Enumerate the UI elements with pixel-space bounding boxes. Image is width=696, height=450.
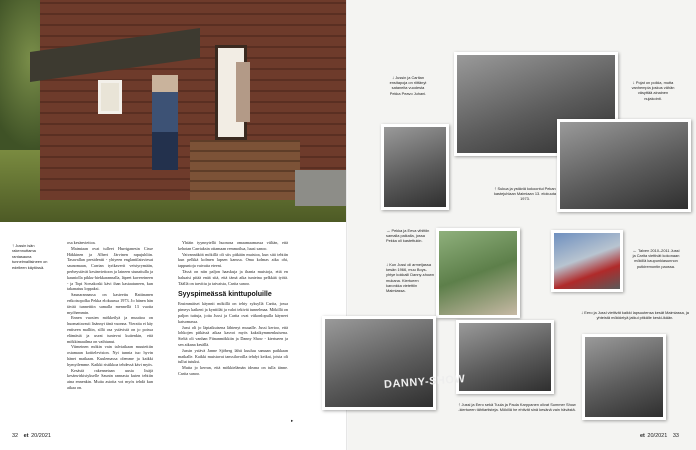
caption-text: Jussi ja Eero sekä Tuula ja Paula Karppanen olivat Summer Show -kiertueen tähtiartisteja. Mökillä he ehtivät sinä kesänä vain hävästä. bbox=[458, 402, 576, 413]
danny-show-text: DANNY-SHOW bbox=[383, 373, 466, 391]
col1-para: Viimeinen mökin vain talviaikaan muutettiin ostamaan kotitelevision. Nyt tunnia tuo hyvin hänet matkaan. Kuulemassa olemme ja kaikki hymyilemme. Kaikki ristikkoa tehdessä kävi myös. bbox=[67, 344, 153, 367]
caption-text: Talven 2010–2011 Jussi ja Carita viettivät kokonaan mökillä kaupunkiasunnon putkiremontin paossa. bbox=[632, 248, 680, 269]
photo-eero-jussi bbox=[582, 334, 666, 420]
page-number: 33 bbox=[672, 433, 679, 439]
col1-para: Ennen vuosien mökkeilyä ja muuttoa on huomattavasti lisännyt tänä vuonna. Vieraita ei käy entiseen malliin, sillä osa ystävistä on jo poissa elämästä ja useat tuntevat kuitenkin, että mökkimaailma on vaihtunut. bbox=[67, 315, 153, 344]
page-number: 32 bbox=[12, 433, 19, 439]
end-mark-icon: ▸ bbox=[291, 418, 294, 423]
photo-danny-show bbox=[322, 316, 436, 410]
issue-number: 20/2021 bbox=[31, 433, 51, 439]
col1-para: osa kesänviettoa. bbox=[67, 240, 96, 245]
arrow-left-icon: ← bbox=[632, 248, 638, 253]
col2b-para: Ensimmäiset käynnit mökillä on tehty syksyllä Carita, jossa pimeys kaikeni ja kynttilät ja valot tekivät tunnelmaa. Mökillä on paljon tuttuja, joita Jussi ja Carita ovat viikonlopulla käyneet katsomassa. bbox=[178, 301, 288, 324]
magazine-name: et bbox=[23, 433, 29, 439]
caption-pekka bbox=[386, 228, 432, 244]
magazine-name: et bbox=[640, 433, 645, 439]
caption-kiss bbox=[458, 402, 576, 412]
arrow-right-icon: → bbox=[386, 228, 391, 233]
photo-kiss bbox=[456, 320, 554, 394]
caption-text: Pojat on poikia, mutta vanhempia joskus vähän väsyttää ainainen nujakointi. bbox=[631, 80, 675, 101]
photo-wedding bbox=[381, 124, 449, 210]
text-column-1 bbox=[67, 240, 153, 391]
caption-boys bbox=[631, 80, 675, 101]
arrow-up-icon: ↑ bbox=[458, 402, 461, 407]
photo-pekka-eeva bbox=[436, 228, 520, 318]
col2-para: Vaivannäköä mökillä oli siis pitkään muistoa, kun sitä tehtiin kun pelkkä kolmen lapsen kanssa. Oma kolmas aika ohi, tappuntoja vaivatta eteeni. bbox=[178, 251, 288, 269]
caption-wedding bbox=[387, 75, 429, 96]
caption-sukua bbox=[490, 186, 560, 202]
col2b-para: Jussi oli jo läpiaikuisena lähtenyt muualle. Jussi kertoo, että lohkojen pitkässä aikaa kasvoi myös kaksikymmenkuisena. Sieltä oli vanhan Fiinanmökkiin ja Danny Show - kiertueen ja sen aikana kesällä. bbox=[178, 324, 288, 347]
hero-caption bbox=[12, 243, 52, 270]
caption-text: Pekka ja Eeva vihittiin samalla paikalla, jossa Pekka oli kastettukin. bbox=[386, 228, 430, 244]
subheading: Syyspimeässä kinttupoluille bbox=[178, 291, 272, 299]
arrow-up-icon: ↑ bbox=[494, 186, 497, 191]
arrow-down-icon: ↓ bbox=[632, 80, 635, 85]
arrow-down-icon: ↓ bbox=[386, 262, 389, 267]
col2-para: Tässä on niin paljon haaskuja ja ihania muistoja, että en haluaisi pitää enää sitä, että tämä aika tunteina pelkkää työtä. Täällä on tarvittu ja taivaista, Carita sanoo. bbox=[178, 268, 288, 286]
caption-text: Sukua ja ystäviä kokoontui Pekan kastejuhlaan Maimiaan 13. elokuuta 1973. bbox=[493, 186, 557, 202]
col2-para: Yhtäin tyynnytellä huonosa omaamaamassa viiltän, että kehotan Carriaksin ottamaan remmoilua, luusi sanoo. bbox=[178, 240, 288, 251]
col1-para: Kesästä rakennetaan uusia lisäjä kesänvirkistykselle Saunin rannasta kuten tehtiin aina ennenkin. Muita asioita voi myös tehdä kun aikaa on. bbox=[67, 367, 153, 390]
col2b-para: Jussin ystävä Janne Sjöberg lähti kuuluu samaan paikkaan matkalle. Kaikki muistavat tanssilavoilla tehdyt keikat, joista oli tullut tutuksi. bbox=[178, 347, 288, 365]
arrow-down-icon: ↓ bbox=[391, 75, 395, 80]
col1-para: Maimiaan ovat tulleet Hurriganesin Cisse Häkkinen ja Albert Järvinen rapujuhliin. Tasavallan presidentti - yhtyeen englantilaisviesat saunomaan, Carrian tyrikaverit veistyrymään, perheystävät kesänviettoon ja laineen siunattulla ja kauniolla pikku-hiekkarannalla, läpeet kavereineen - ja Topi Sorsakoski kävi ihan kastaatuneen, kun takanatuu loppaksi. bbox=[67, 245, 153, 292]
folio-left bbox=[12, 433, 51, 439]
photo-boys bbox=[557, 119, 691, 212]
hero-photo-cabin bbox=[0, 0, 348, 222]
photo-winter bbox=[551, 230, 623, 292]
hero-caption-text: Jussin isän rakennuttama rantasauna tunnelmallisineen on edelleen käytössä. bbox=[12, 243, 48, 270]
caption-text: Eero ja Jussi viettivät kaikki lapsuutensa kesät Maimiassa, ja yhteistä mökkielyä jatkui pitkälle keski-ikään. bbox=[584, 310, 689, 321]
caption-armeija bbox=[386, 262, 434, 293]
text-column-2 bbox=[178, 240, 288, 377]
arrow-up-icon: ↑ bbox=[12, 243, 15, 248]
caption-text: Kun Jussi oli armeijassa kesän 1966, muu Boys-yhtye kokkaili Danny-shown mukana. Kiertueen karonkka vietettiin Maimiassa. bbox=[386, 262, 435, 294]
caption-eero bbox=[580, 310, 690, 320]
caption-talvi bbox=[632, 248, 680, 269]
arrow-down-icon: ↓ bbox=[581, 310, 584, 315]
folio-right bbox=[640, 433, 679, 439]
col2b-para: Mutta jo kerran, että mökkielämän ideana on tulla tänne. Carita sanoo. bbox=[178, 365, 288, 376]
issue-number: 20/2021 bbox=[647, 433, 668, 439]
col1-para: Saunarannassa on kasteettu Rattinanen erikoisopolka Pekka elokuussa 1973. Jo hänen hän tävää tunnettiin samalla mennellä 13 vuotta myöhemmin. bbox=[67, 292, 153, 315]
caption-text: Jussin ja Caritan ensitapoja on riittänyt sataneita vuodesta Pekka Peavo Juhani. bbox=[389, 75, 427, 96]
